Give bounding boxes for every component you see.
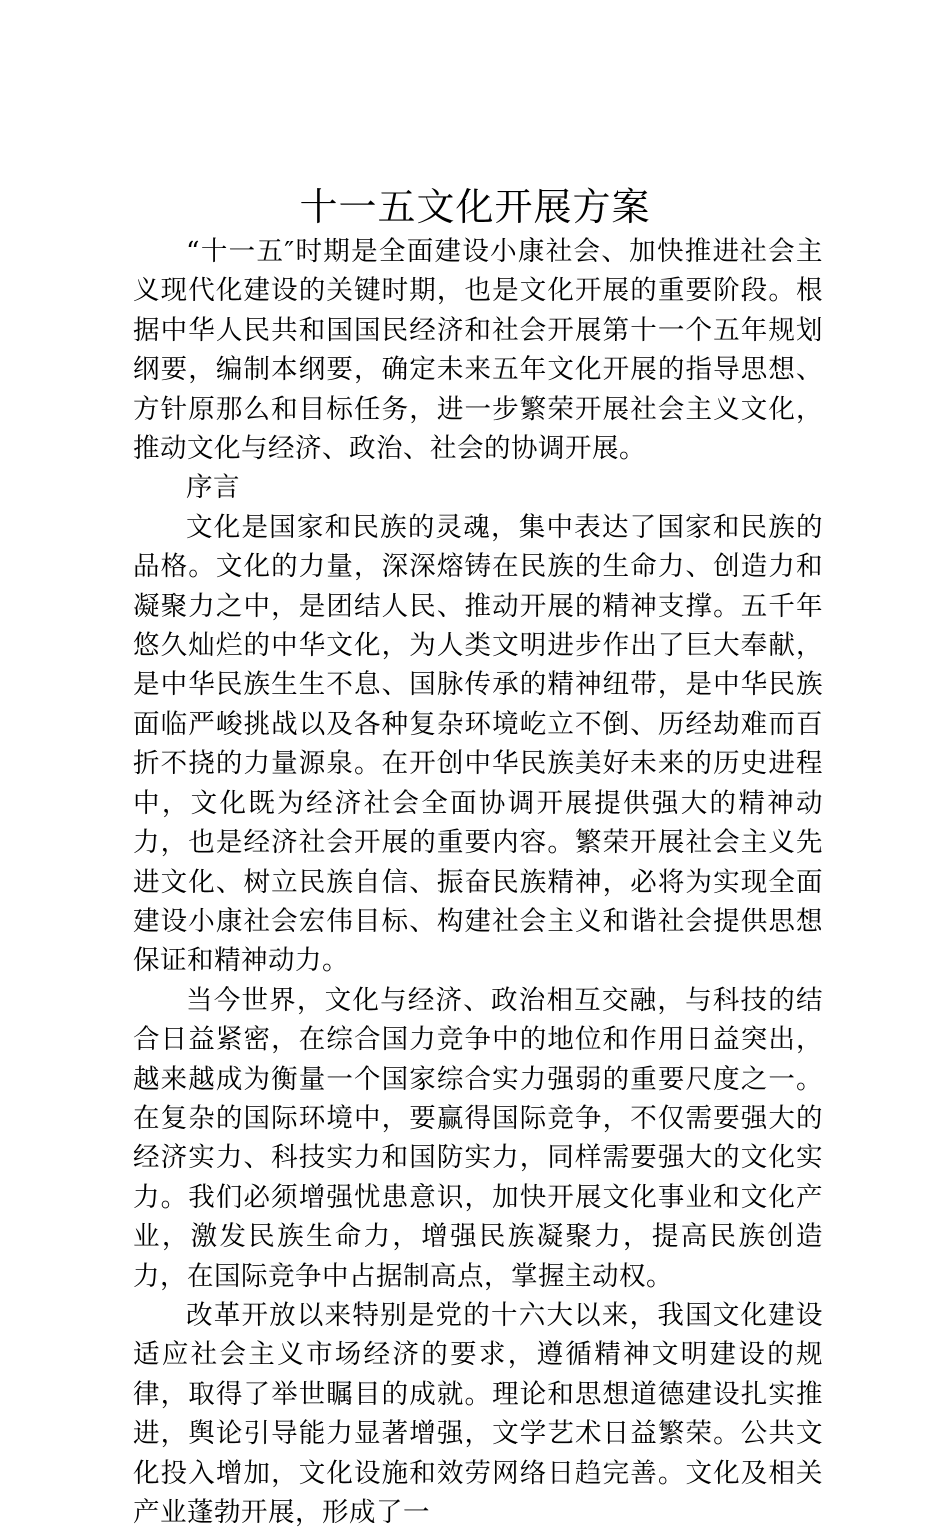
- paragraph-intro: “十一五″时期是全面建设小康社会、加快推进社会主义现代化建设的关键时期，也是文化开展的重要阶段。根据中华人民共和国国民经济和社会开展第十一个五年规划纲要，编制本纲要，确定未来五年文化开展的指导思想、方针原那么和目标任务，进一步繁荣开展社会主义文化，推动文化与经济、政治、社会的协调开展。: [133, 236, 823, 465]
- document-body: [133, 232, 823, 1532]
- paragraph-reform-opening: 改革开放以来特别是党的十六大以来，我国文化建设适应社会主义市场经济的要求，遵循精神文明建设的规律，取得了举世瞩目的成就。理论和思想道德建设扎实推进，舆论引导能力显著增强，文学艺术日益繁荣。公共文化投入增加，文化设施和效劳网络日趋完善。文化及相关产业蓬勃开展，形成了一: [133, 1299, 823, 1528]
- paragraph-world-today: 当今世界，文化与经济、政治相互交融，与科技的结合日益紧密，在综合国力竞争中的地位和作用日益突出，越来越成为衡量一个国家综合实力强弱的重要尺度之一。在复杂的国际环境中，要赢得国际竞争，不仅需要强大的经济实力、科技实力和国防实力，同样需要强大的文化实力。我们必须增强忧患意识，加快开展文化事业和文化产业，激发民族生命力，增强民族凝聚力，提高民族创造力，在国际竞争中占据制高点，掌握主动权。: [133, 984, 823, 1292]
- document-title: 十一五文化开展方案: [299, 185, 651, 229]
- paragraph-preface-heading: 序言: [186, 472, 240, 504]
- paragraph-culture-soul: 文化是国家和民族的灵魂，集中表达了国家和民族的品格。文化的力量，深深熔铸在民族的生命力、创造力和凝聚力之中，是团结人民、推动开展的精神支撑。五千年悠久灿烂的中华文化，为人类文明进步作出了巨大奉献，是中华民族生生不息、国脉传承的精神纽带，是中华民族面临严峻挑战以及各种复杂环境屹立不倒、历经劫难而百折不挠的力量源泉。在开创中华民族美好未来的历史进程中，文化既为经济社会全面协调开展提供强大的精神动力，也是经济社会开展的重要内容。繁荣开展社会主义先进文化、树立民族自信、振奋民族精神，必将为实现全面建设小康社会宏伟目标、构建社会主义和谐社会提供思想保证和精神动力。: [133, 511, 823, 977]
